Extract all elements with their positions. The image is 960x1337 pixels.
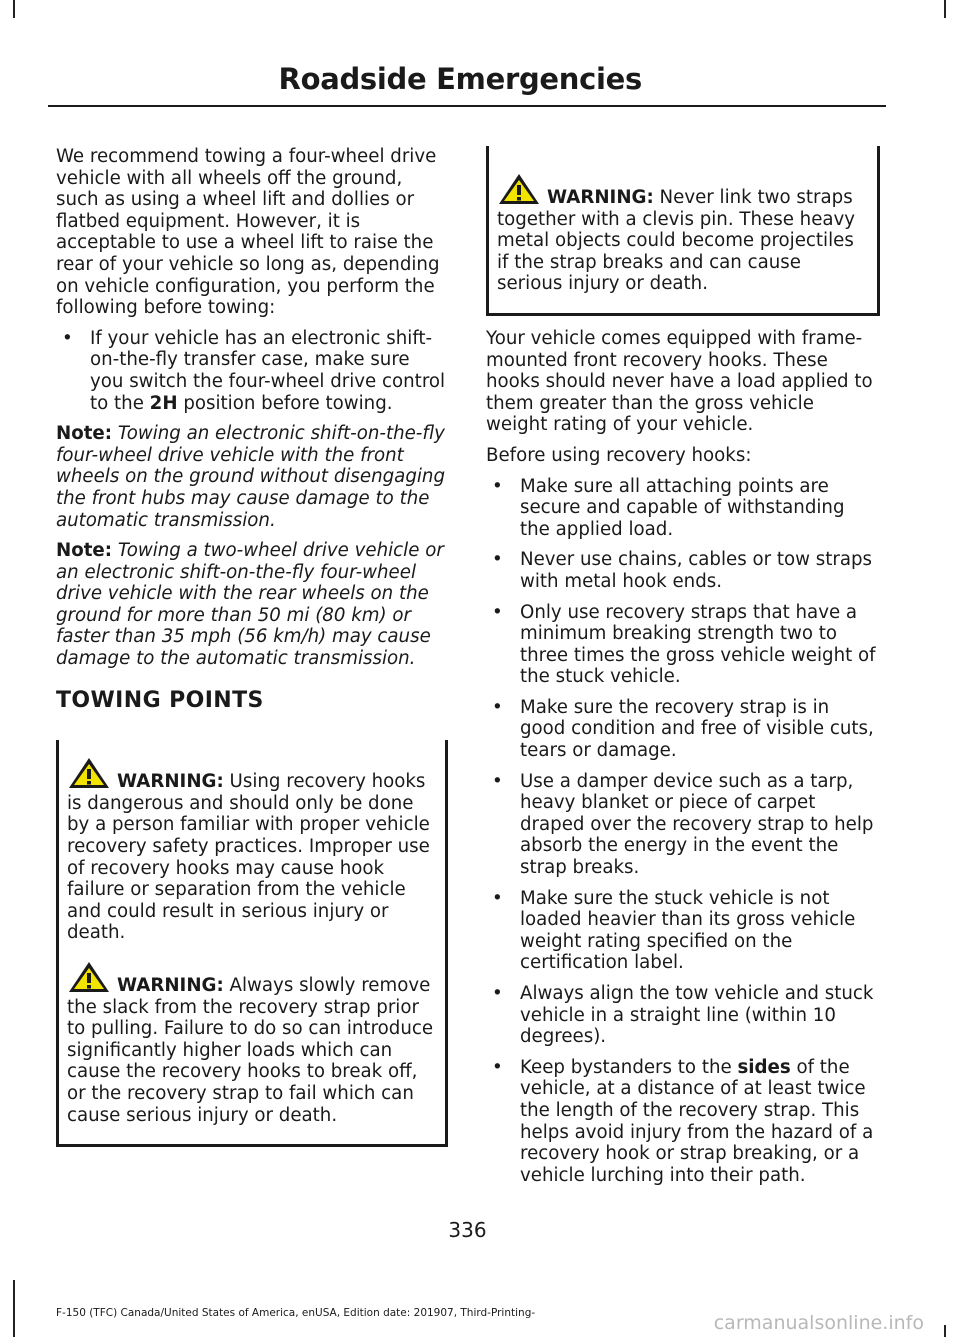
left-column bbox=[56, 146, 448, 1147]
list-item-text: Make sure the stuck vehicle is not loaded heavier than its gross vehicle weight rating specified on the certification label. bbox=[520, 887, 856, 974]
recovery-list bbox=[486, 476, 880, 1187]
warning-box bbox=[486, 146, 880, 316]
crop-mark-top-right-v bbox=[944, 0, 946, 18]
watermark: carmanualsonline.info bbox=[713, 1312, 924, 1334]
list-item-text: Make sure the recovery strap is in good condition and free of visible cuts, tears or damage. bbox=[520, 696, 874, 762]
list-item-text: Always align the tow vehicle and stuck vehicle in a straight line (within 10 degrees). bbox=[520, 983, 874, 1048]
warning-text: Always slowly remove the slack from the recovery strap prior to pulling. Failure to do so can introduce significantly higher loads which can cause the recovery hooks to break off, or the recovery strap to fail which can cause serious injury or death. bbox=[67, 975, 434, 1126]
list-item bbox=[486, 476, 880, 541]
crop-mark-top-left-v bbox=[13, 0, 15, 18]
list-item-bold: sides bbox=[737, 1056, 791, 1078]
list-item-text: Make sure all attaching points are secure and capable of withstanding the applied load. bbox=[520, 475, 845, 540]
list-item-text: Use a damper device such as a tarp, heavy blanket or piece of carpet draped over the recovery strap to help absorb the energy in the event the strap breaks. bbox=[520, 770, 874, 879]
bullet-icon: • bbox=[492, 475, 503, 497]
list-item bbox=[486, 983, 880, 1048]
warning-box bbox=[56, 740, 448, 1147]
crop-mark-bottom-left-v bbox=[13, 1280, 15, 1337]
warning-triangle-icon bbox=[497, 172, 541, 206]
list-item bbox=[486, 549, 880, 592]
note-text: Towing a two-wheel drive vehicle or an electronic shift-on-the-fly four-wheel drive vehicle with the rear wheels on the ground for more than 50 mi (80 km) or faster than 35 mph (56 km/h) may cause damage to the automatic transmission. bbox=[56, 540, 444, 670]
warning-label: WARNING: bbox=[117, 975, 224, 996]
list-item bbox=[486, 888, 880, 974]
list-item bbox=[56, 328, 448, 414]
bullet-icon: • bbox=[492, 770, 503, 792]
list-item-text: Only use recovery straps that have a minimum breaking strength two to three times the gross vehicle weight of the stuck vehicle. bbox=[520, 601, 876, 688]
footer-edition: F-150 (TFC) Canada/United States of America, enUSA, Edition date: 201907, Third-Printing- bbox=[56, 1307, 536, 1319]
crop-mark-bottom-right-v bbox=[944, 1325, 946, 1337]
bullet-icon: • bbox=[492, 1056, 503, 1078]
list-item-text: Never use chains, cables or tow straps with metal hook ends. bbox=[520, 549, 873, 592]
bullet-icon: • bbox=[492, 696, 503, 718]
warning-triangle-icon bbox=[67, 960, 111, 994]
warning-text: Using recovery hooks is dangerous and should only be done by a person familiar with proper vehicle recovery safety practices. Improper use of recovery hooks may cause hook failure or separation from the vehicle and could result in serious injury or death. bbox=[67, 771, 430, 944]
list-item-text-end: of the vehicle, at a distance of at least twice the length of the recovery strap. This helps avoid injury from the hazard of a recovery hook or strap breaking, or a vehicle lurching into their path. bbox=[520, 1056, 874, 1186]
warning-label: WARNING: bbox=[117, 771, 224, 793]
note-text: Towing an electronic shift-on-the-fly four-wheel drive vehicle with the front wheels on the ground without disengaging the front hubs may cause damage to the automatic transmission. bbox=[56, 423, 445, 531]
towing-prep-list bbox=[56, 328, 448, 414]
list-item-bold: 2H bbox=[149, 392, 178, 414]
note-label: Note: bbox=[56, 423, 113, 445]
list-item-text: Keep bystanders to the bbox=[520, 1056, 738, 1078]
right-column bbox=[486, 146, 880, 1195]
bullet-icon: • bbox=[62, 327, 73, 349]
warning-3 bbox=[497, 172, 871, 295]
note-label: Note: bbox=[56, 540, 113, 562]
warning-label: WARNING: bbox=[547, 187, 654, 208]
list-item-text-end: position before towing. bbox=[177, 392, 393, 414]
page-header-title: Roadside Emergencies bbox=[278, 62, 642, 96]
intro-paragraph: We recommend towing a four-wheel drive vehicle with all wheels off the ground, such as using a wheel lift and dollies or flatbed equipment. However, it is acceptable to use a wheel lift to raise the rear of your vehicle so long as, depending on vehicle configuration, you perform the following before towing: bbox=[56, 146, 440, 319]
list-item bbox=[486, 602, 880, 688]
list-item bbox=[486, 697, 880, 762]
warning-text: Never link two straps together with a clevis pin. These heavy metal objects could become projectiles if the strap breaks and can cause serious injury or death. bbox=[497, 187, 856, 295]
warning-2 bbox=[67, 960, 439, 1126]
bullet-icon: • bbox=[492, 601, 503, 623]
bullet-icon: • bbox=[492, 549, 503, 571]
bullet-icon: • bbox=[492, 983, 503, 1004]
bullet-icon: • bbox=[492, 887, 503, 909]
recovery-hooks-paragraph: Your vehicle comes equipped with frame-mounted front recovery hooks. These hooks should never have a load applied to them greater than the gross vehicle weight rating of your vehicle. bbox=[486, 327, 873, 436]
note-1 bbox=[56, 423, 448, 531]
header-rule bbox=[48, 105, 886, 107]
section-heading: TOWING POINTS bbox=[56, 687, 264, 713]
list-item-text: If your vehicle has an electronic shift-on-the-fly transfer case, make sure you switch the four-wheel drive control to the bbox=[90, 327, 446, 414]
before-using-paragraph: Before using recovery hooks: bbox=[486, 444, 752, 466]
list-item bbox=[486, 1057, 880, 1187]
list-item bbox=[486, 771, 880, 879]
page-number: 336 bbox=[448, 1218, 487, 1242]
warning-1 bbox=[67, 756, 439, 944]
warning-triangle-icon bbox=[67, 756, 111, 790]
note-2 bbox=[56, 540, 448, 670]
